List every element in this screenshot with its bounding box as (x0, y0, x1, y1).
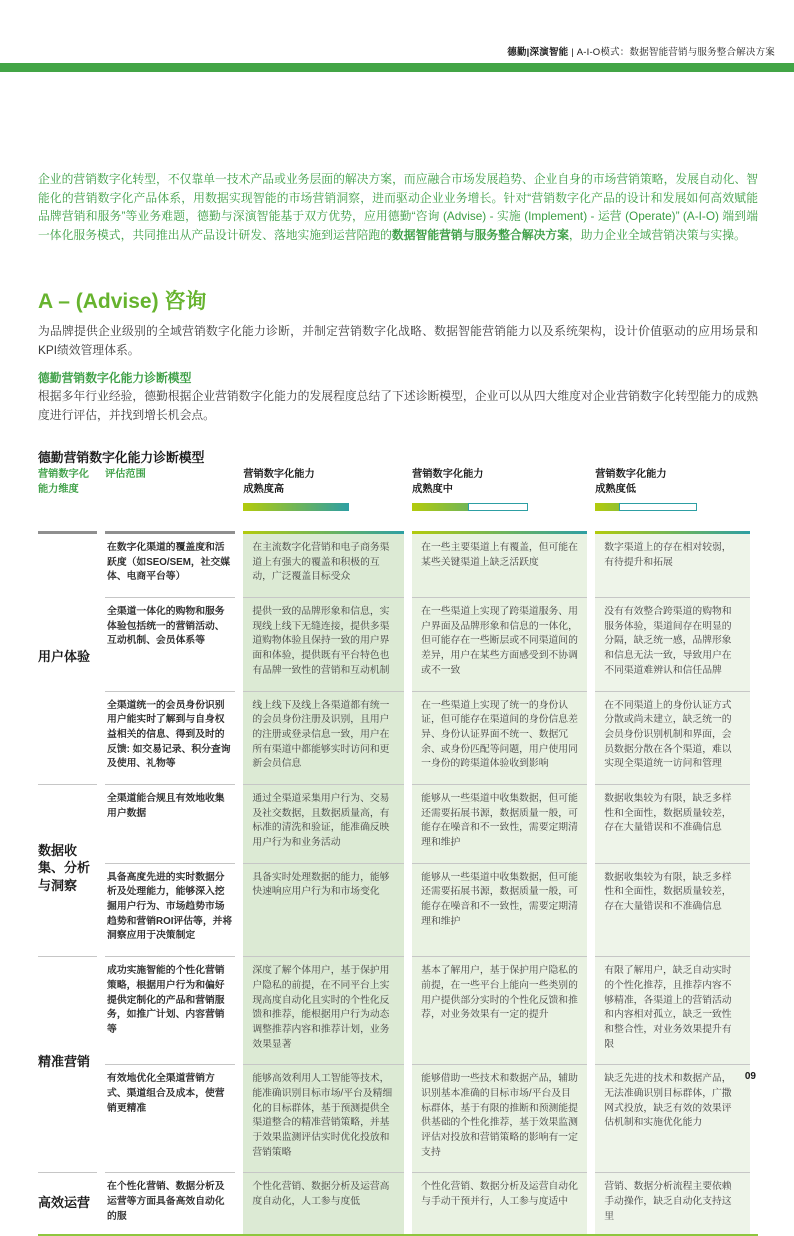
maturity-high-cell: 个性化营销、数据分析及运营高度自动化，人工参与度低 (243, 1172, 404, 1236)
scope-cell: 有效地优化全渠道营销方式、渠道组合及成本，使营销更精准 (105, 1064, 235, 1172)
table-header-row (38, 468, 750, 534)
diagnostic-table (38, 468, 758, 1236)
table-row (38, 691, 750, 784)
gray-underline (105, 531, 235, 534)
table-row (38, 784, 750, 863)
maturity-low-cell: 数据收集较为有限，缺乏多样性和全面性，数据质量较差，存在大量错误和不准确信息 (595, 784, 750, 863)
scope-cell: 成功实施智能的个性化营销策略，根据用户行为和偏好提供定制化的产品和营销服务，如推广计划、内容营销等 (105, 956, 235, 1064)
maturity-high-cell: 通过全渠道采集用户行为、交易及社交数据，且数据质量高，有标准的清洗和验证，能准确反映用户行为和业务活动 (243, 784, 404, 863)
maturity-high-cell: 在主流数字化营销和电子商务渠道上有强大的覆盖和积极的互动，广泛覆盖目标受众 (243, 534, 404, 597)
dimension-label: 精准营销 (38, 956, 97, 1172)
maturity-low-cell: 数据收集较为有限，缺乏多样性和全面性，数据质量较差，存在大量错误和不准确信息 (595, 863, 750, 956)
header-title: A-I-O模式：数据智能营销与服务整合解决方案 (576, 47, 775, 58)
maturity-high-cell: 提供一致的品牌形象和信息，实现线上线下无缝连接，提供多渠道购物体验且保持一致的用户界面和体验，提供既有平台特色也有品牌一致性的营销和互动机制 (243, 597, 404, 690)
intro-paragraph (38, 170, 758, 244)
maturity-low-cell: 缺乏先进的技术和数据产品，无法准确识别目标群体，广撒网式投放，缺乏有效的效果评估机制和实施优化能力 (595, 1064, 750, 1172)
table-title: 德勤营销数字化能力诊断模型 (38, 450, 205, 465)
table-row (38, 1064, 750, 1172)
maturity-high-title: 营销数字化能力 (243, 469, 315, 480)
dimension-column-header (38, 468, 97, 534)
dimension-label: 高效运营 (38, 1172, 97, 1236)
document-header (507, 44, 775, 58)
page-number: 09 (744, 1071, 756, 1082)
section-heading: A – (Advise) 咨询 (38, 290, 207, 313)
maturity-mid-cell: 在一些渠道上实现了统一的身份认证，但可能存在渠道间的身份信息差异、身份认证界面不统一、数据冗余、或身份匹配等问题，用户使用同一身份的跨渠道体验收到影响 (412, 691, 587, 784)
maturity-low-cell: 没有有效整合跨渠道的购物和服务体验，渠道间存在明显的分隔，缺乏统一感，品牌形象和信息无法一致，导致用户在不同渠道难辨认和信任品牌 (595, 597, 750, 690)
table-row (38, 597, 750, 690)
maturity-mid-cell: 在一些渠道上实现了跨渠道服务、用户界面及品牌形象和信息的一体化，但可能存在一些断层或不同渠道间的差异，用户在某些方面感受到不协调或不一致 (412, 597, 587, 690)
maturity-high-cell: 能够高效利用人工智能等技术，能准确识别目标市场/平台及精细化的目标群体，基于预测提供全渠道整合的精准营销策略，并基于效果监测评估实时优化投放和营销策略 (243, 1064, 404, 1172)
table-row (38, 1172, 750, 1236)
maturity-high-cell: 深度了解个体用户，基于保护用户隐私的前提，在不同平台上实现高度自动化且实时的个性化反馈和推荐，能根据用户行为动态调整推荐内容和推荐计划，业务效果显著 (243, 956, 404, 1064)
scope-cell: 在个性化营销、数据分析及运营等方面具备高效自动化的服 (105, 1172, 235, 1236)
maturity-high-cell: 具备实时处理数据的能力，能够快速响应用户行为和市场变化 (243, 863, 404, 956)
intro-text: 企业的营销数字化转型，不仅靠单一技术产品或业务层面的解决方案，而应融合市场发展趋势、企业自身的市场营销策略，发展自动化、智能化的营销数字化产品体系，用数据实现智能的市场营销洞察，进而驱动企业业务增长。针对“营销数字化产品的设计和发展如何高效赋能品牌营销和服务”等业务难题，德勤与深演智能基于双方优势，应用德勤“咨询 (Advise) - 实施 (Implement) - 运营 (Operate)” (A-I-O) 端到端一体化服务模式，共同推出从产品设计研发、落地实施到运营陪跑的 (38, 172, 758, 242)
table-row (38, 863, 750, 956)
maturity-bar-low (595, 503, 697, 511)
gradient-underline (595, 531, 750, 534)
model-lead: 根据多年行业经验，德勤根据企业营销数字化能力的发展程度总结了下述诊断模型，企业可以从四大维度对企业营销数字化转型能力的成熟度进行评估，并找到增长机会点。 (38, 389, 758, 422)
scope-cell: 具备高度先进的实时数据分析及处理能力，能够深入挖掘用户行为、市场趋势市场趋势和营销ROI评估等，并将洞察应用于决策制定 (105, 863, 235, 956)
maturity-mid-cell: 能够从一些渠道中收集数据，但可能还需要拓展书源，数据质量一般，可能存在噪音和不一致性，需要定期清理和维护 (412, 784, 587, 863)
section-lead: 为品牌提供企业级别的全域营销数字化能力诊断，并制定营销数字化战略、数据智能营销能力以及系统架构，设计价值驱动的应用场景和KPI绩效管理体系。 (38, 324, 758, 357)
header-green-band (0, 63, 794, 72)
brand-text: 德勤|深演智能 (507, 47, 569, 58)
maturity-high-level: 成熟度高 (243, 483, 285, 495)
header-divider: | (571, 47, 577, 58)
maturity-mid-cell: 能够从一些渠道中收集数据，但可能还需要拓展书源，数据质量一般，可能存在噪音和不一致性，需要定期清理和维护 (412, 863, 587, 956)
gradient-underline (412, 531, 587, 534)
maturity-mid-cell: 能够借助一些技术和数据产品，辅助识别基本准确的目标市场/平台及目标群体，基于有限的推断和预测能提供基础的个性化推荐，基于效果监测评估对投放和营销策略的影响有一定支持 (412, 1064, 587, 1172)
scope-column-header (105, 468, 235, 534)
maturity-low-header (595, 468, 750, 534)
dimension-header-line1: 营销数字化 (38, 469, 89, 480)
scope-cell: 全渠道能合规且有效地收集用户数据 (105, 784, 235, 863)
maturity-low-cell: 在不同渠道上的身份认证方式分散或尚未建立，缺乏统一的会员身份识别机制和界面，会员数据分散在各个渠道，难以实现全渠道统一访问和管理 (595, 691, 750, 784)
maturity-mid-header (412, 468, 587, 534)
maturity-mid-cell: 个性化营销、数据分析及运营自动化与手动干预并行，人工参与度适中 (412, 1172, 587, 1236)
maturity-low-cell: 营销、数据分析流程主要依赖手动操作，缺乏自动化支持这里 (595, 1172, 750, 1236)
maturity-high-cell: 线上线下及线上各渠道都有统一的会员身份注册及识别，且用户的注册或登录信息一致，用户在所有渠道中都能够实时访问和更新会员信息 (243, 691, 404, 784)
dimension-label: 用户体验 (38, 648, 91, 664)
maturity-bar-remainder (468, 503, 528, 511)
maturity-low-title: 营销数字化能力 (595, 469, 667, 480)
scope-cell: 全渠道一体化的购物和服务体验包括统一的营销活动、互动机制、会员体系等 (105, 597, 235, 690)
maturity-mid-cell: 在一些主要渠道上有覆盖，但可能在某些关键渠道上缺乏活跃度 (412, 534, 587, 597)
maturity-mid-title: 营销数字化能力 (412, 469, 484, 480)
scope-cell: 在数字化渠道的覆盖度和活跃度（如SEO/SEM，社交媒体、电商平台等） (107, 542, 231, 583)
scope-header-label: 评估范围 (105, 469, 146, 480)
maturity-bar-high (243, 503, 349, 511)
maturity-low-level: 成熟度低 (595, 483, 636, 495)
table-row (38, 956, 750, 1064)
dimension-label: 数据收集、分析与洞察 (38, 784, 97, 956)
maturity-bar-remainder (619, 503, 698, 511)
intro-text-after: ，助力企业全域营销决策与实操。 (568, 227, 746, 242)
model-subheading: 德勤营销数字化能力诊断模型 (38, 371, 192, 385)
scope-cell: 全渠道统一的会员身份识别用户能实时了解到与自身权益相关的信息、得到及时的反馈: 如交易记录、积分查询及使用、礼物等 (105, 691, 235, 784)
table-row (38, 534, 750, 597)
gray-underline (38, 531, 97, 534)
maturity-mid-level: 成熟度中 (412, 483, 453, 495)
maturity-high-header (243, 468, 404, 534)
maturity-bar-mid (412, 503, 528, 511)
maturity-low-cell: 有限了解用户，缺乏自动实时的个性化推荐，且推荐内容不够精准，各渠道上的营销活动和内容相对孤立，缺乏一致性和整合性，对业务效果提升有限 (595, 956, 750, 1064)
intro-bold-text: 数据智能营销与服务整合解决方案 (391, 227, 569, 242)
maturity-low-cell: 数字渠道上的存在相对较弱，有待提升和拓展 (595, 534, 750, 597)
gradient-underline (243, 531, 404, 534)
dimension-header-line2: 能力维度 (38, 483, 79, 495)
maturity-mid-cell: 基本了解用户，基于保护用户隐私的前提，在一些平台上能向一些类别的用户提供部分实时的个性化反馈和推荐，对业务效果有一定的提升 (412, 956, 587, 1064)
